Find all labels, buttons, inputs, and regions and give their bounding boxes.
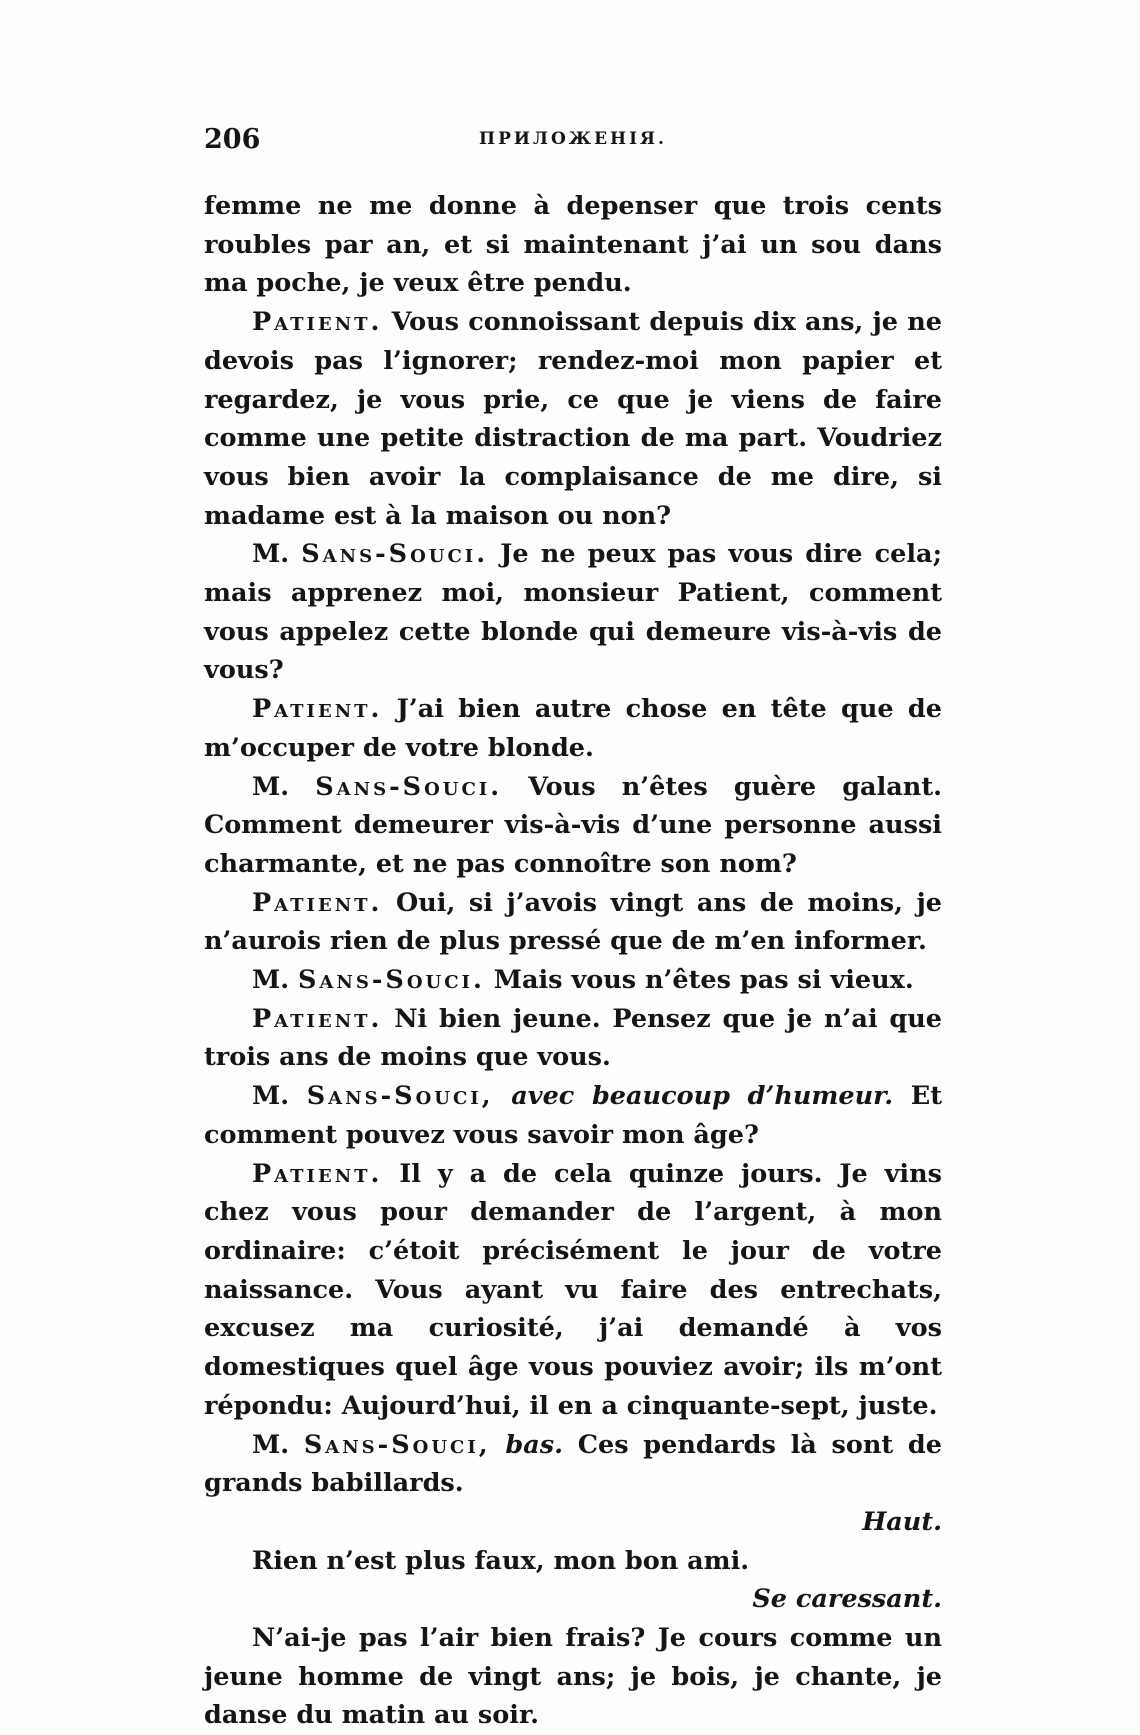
- paragraph: [204, 1155, 942, 1426]
- paragraph-text: Il y a de cela quinze jours. Je vins chez vous pour demander de l’argent, à mon ordinaire: c’étoit précisément le jour de votre naissance. Vous ayant vu faire des entrechats, excusez ma curiosité, j’ai demandé à vos domestiques quel âge vous pouviez avoir; ils m’ont répondu: Aujourd’hui, il en a cinquante-sept, juste.: [204, 1158, 942, 1421]
- speaker-name: Sans-Souci,: [303, 1429, 491, 1460]
- paragraph: [204, 961, 942, 1000]
- paragraph: [204, 1542, 942, 1581]
- running-title: ПРИЛОЖЕНІЯ.: [479, 129, 667, 149]
- speaker-name: Patient.: [252, 307, 383, 338]
- stage-direction: Haut.: [862, 1506, 942, 1537]
- stage-direction: Se caressant.: [752, 1584, 942, 1615]
- speaker-name: Patient.: [252, 1003, 383, 1034]
- page-header: [204, 124, 942, 164]
- paragraph: [204, 768, 942, 884]
- paragraph-text: Et comment pouvez vous savoir mon âge?: [204, 1081, 942, 1150]
- paragraph: [204, 1077, 942, 1154]
- paragraph: [204, 690, 942, 767]
- paragraph: [204, 1000, 942, 1077]
- paragraph-text: N’ai-je pas l’air bien frais? Je cours comme un jeune homme de vingt ans; je bois, je chante, je danse du matin au soir.: [204, 1623, 942, 1731]
- paragraph-text: Ces pendards là sont de grands babillards.: [204, 1429, 942, 1499]
- speaker-name: Patient.: [252, 694, 383, 725]
- speaker-name: Sans-Souci,: [306, 1081, 494, 1112]
- paragraph-text: Oui, si j’avois vingt ans de moins, je n’aurois rien de plus pressé que de m’en informer.: [204, 887, 942, 957]
- stage-direction-inline: bas.: [505, 1429, 563, 1460]
- speaker-name: Patient.: [252, 887, 383, 918]
- speaker-prefix: M.: [252, 1081, 290, 1112]
- paragraph-text: Mais vous n’êtes pas si vieux.: [493, 965, 914, 996]
- paragraph: [204, 884, 942, 961]
- paragraph-text: Ni bien jeune. Pensez que je n’ai que trois ans de moins que vous.: [204, 1003, 942, 1073]
- paragraph-text: Je ne peux pas vous dire cela; mais apprenez moi, monsieur Patient, comment vous appelez cette blonde qui demeure vis-à-vis de vous?: [204, 539, 942, 686]
- paragraph: [204, 535, 942, 690]
- paragraph: [204, 1426, 942, 1503]
- paragraph-text: J’ai bien autre chose en tête que de m’occuper de votre blonde.: [204, 694, 942, 763]
- paragraph-text: femme ne me donne à depenser que trois cents roubles par an, et si maintenant j’ai un sou dans ma poche, je veux être pendu.: [204, 191, 942, 299]
- body-text: [204, 187, 942, 1735]
- speaker-prefix: M.: [252, 539, 290, 570]
- paragraph-text: Rien n’est plus faux, mon bon ami.: [252, 1545, 750, 1576]
- speaker-name: Sans-Souci.: [301, 539, 489, 570]
- page-number: 206: [204, 124, 261, 155]
- speaker-prefix: M.: [252, 771, 290, 802]
- speaker-prefix: M.: [252, 1429, 290, 1460]
- paragraph: [204, 1619, 942, 1735]
- speaker-name: Sans-Souci.: [315, 771, 503, 802]
- paragraph-text: Vous connoissant depuis dix ans, je ne devois pas l’ignorer; rendez-moi mon papier et regardez, je vous prie, ce que je viens de faire comme une petite distraction de ma part. Voudriez vous bien avoir la complaisance de me dire, si madame est à la maison ou non?: [204, 307, 942, 531]
- paragraph: [204, 303, 942, 535]
- paragraph: [204, 187, 942, 303]
- speaker-name: Sans-Souci.: [298, 965, 485, 996]
- stage-direction-inline: avec beaucoup d’humeur.: [511, 1081, 894, 1112]
- speaker-name: Patient.: [252, 1158, 383, 1189]
- speaker-prefix: M.: [252, 965, 290, 996]
- paragraph-text: Vous n’êtes guère galant. Comment demeurer vis-à-vis d’une personne aussi charmante, et ne pas connoître son nom?: [204, 771, 942, 879]
